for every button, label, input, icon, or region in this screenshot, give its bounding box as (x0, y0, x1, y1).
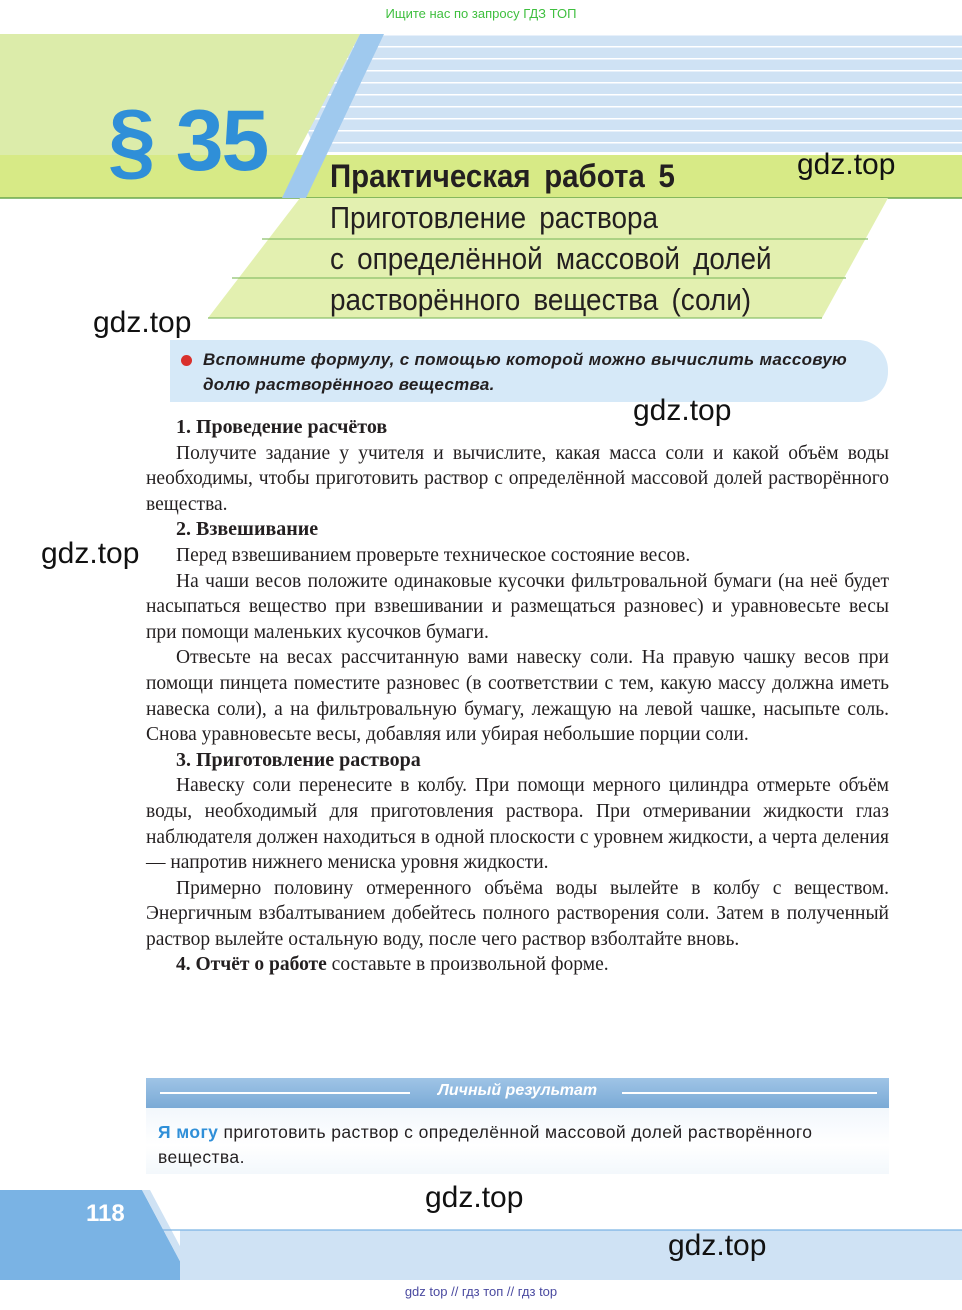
report-heading: 4. Отчёт о работе (176, 954, 327, 976)
reminder-text: Вспомните формулу, с помощью которой можно вычислить массовую долю растворённого вещества. (203, 350, 847, 394)
subtitle-line-1: Приготовление раствора (330, 200, 659, 235)
paragraph-number: § 35 (108, 93, 268, 189)
top-search-note: Ищите нас по запросу ГДЗ ТОП (385, 6, 577, 21)
watermark: gdz.top (93, 306, 192, 339)
watermark: gdz.top (668, 1229, 767, 1262)
subtitle-line-2: с определённой массовой долей (330, 241, 772, 276)
page-title: Практическая работа 5 (330, 158, 675, 194)
result-strong: Я могу (158, 1122, 219, 1142)
report-line (146, 952, 889, 978)
subtitle-line-3: растворённого вещества (соли) (330, 282, 752, 317)
header-rule (622, 1092, 877, 1094)
report-text: составьте в произвольной форме. (326, 954, 609, 976)
section-heading: 3. Приготовление раствора (176, 748, 421, 771)
watermark: gdz.top (41, 537, 140, 570)
paragraph: Получите задание у учителя и вычислите, какая масса соли и какой объём воды необходимы, чтобы приготовить раствор с определённой массовой долей растворённого вещества. (146, 442, 889, 515)
result-body: приготовить раствор с определённой массовой долей растворённого вещества. (158, 1122, 813, 1167)
personal-result-text (158, 1120, 880, 1170)
header-rule (160, 1092, 410, 1094)
paragraph: Навеску соли перенесите в колбу. При помощи мерного цилиндра отмерьте объём воды, необходимый для приготовления раствора. При отмеривании жидкости глаз наблюдателя должен находиться в одной плоскости с уровнем жидкости, а черта деления — напротив нижнего мениска уровня жидкости. (146, 775, 889, 874)
paragraph: Примерно половину отмеренного объёма воды вылейте в колбу с веществом. Энергичным взбалтыванием добейтесь полного растворения соли. Затем в полученный раствор вылейте остальную воду, после чего раствор взболтайте вновь. (146, 877, 889, 950)
page-number: 118 (86, 1200, 125, 1227)
paragraph: Перед взвешиванием проверьте техническое состояние весов. (176, 544, 691, 566)
section-heading: 1. Проведение расчётов (176, 416, 388, 438)
paragraph: Отвесьте на весах рассчитанную вами навеску соли. На правую чашку весов при помощи пинцета поместите разновес (в соответствии с тем, какую массу должна иметь навеска соли), а на фильтровальную бумагу, лежащую на левой чашке, насыпьте соль. Снова уравновесьте весы, добавляя или убирая небольшие порции соли. (146, 647, 889, 746)
paragraph: На чаши весов положите одинаковые кусочки фильтровальной бумаги (на неё будет насыпаться вещество при взвешивании и размещаться разновес) и уравновесьте весы при помощи маленьких кусочков бумаги. (146, 570, 889, 643)
watermark: gdz.top (633, 394, 732, 427)
bottom-note: gdz top // гдз топ // гдз top (404, 1284, 558, 1299)
watermark: gdz.top (797, 148, 896, 181)
personal-result-title: Личный результат (437, 1082, 598, 1099)
watermark: gdz.top (425, 1181, 524, 1214)
article-body (146, 415, 889, 978)
section-heading: 2. Взвешивание (176, 518, 319, 541)
bullet-icon (181, 355, 192, 366)
